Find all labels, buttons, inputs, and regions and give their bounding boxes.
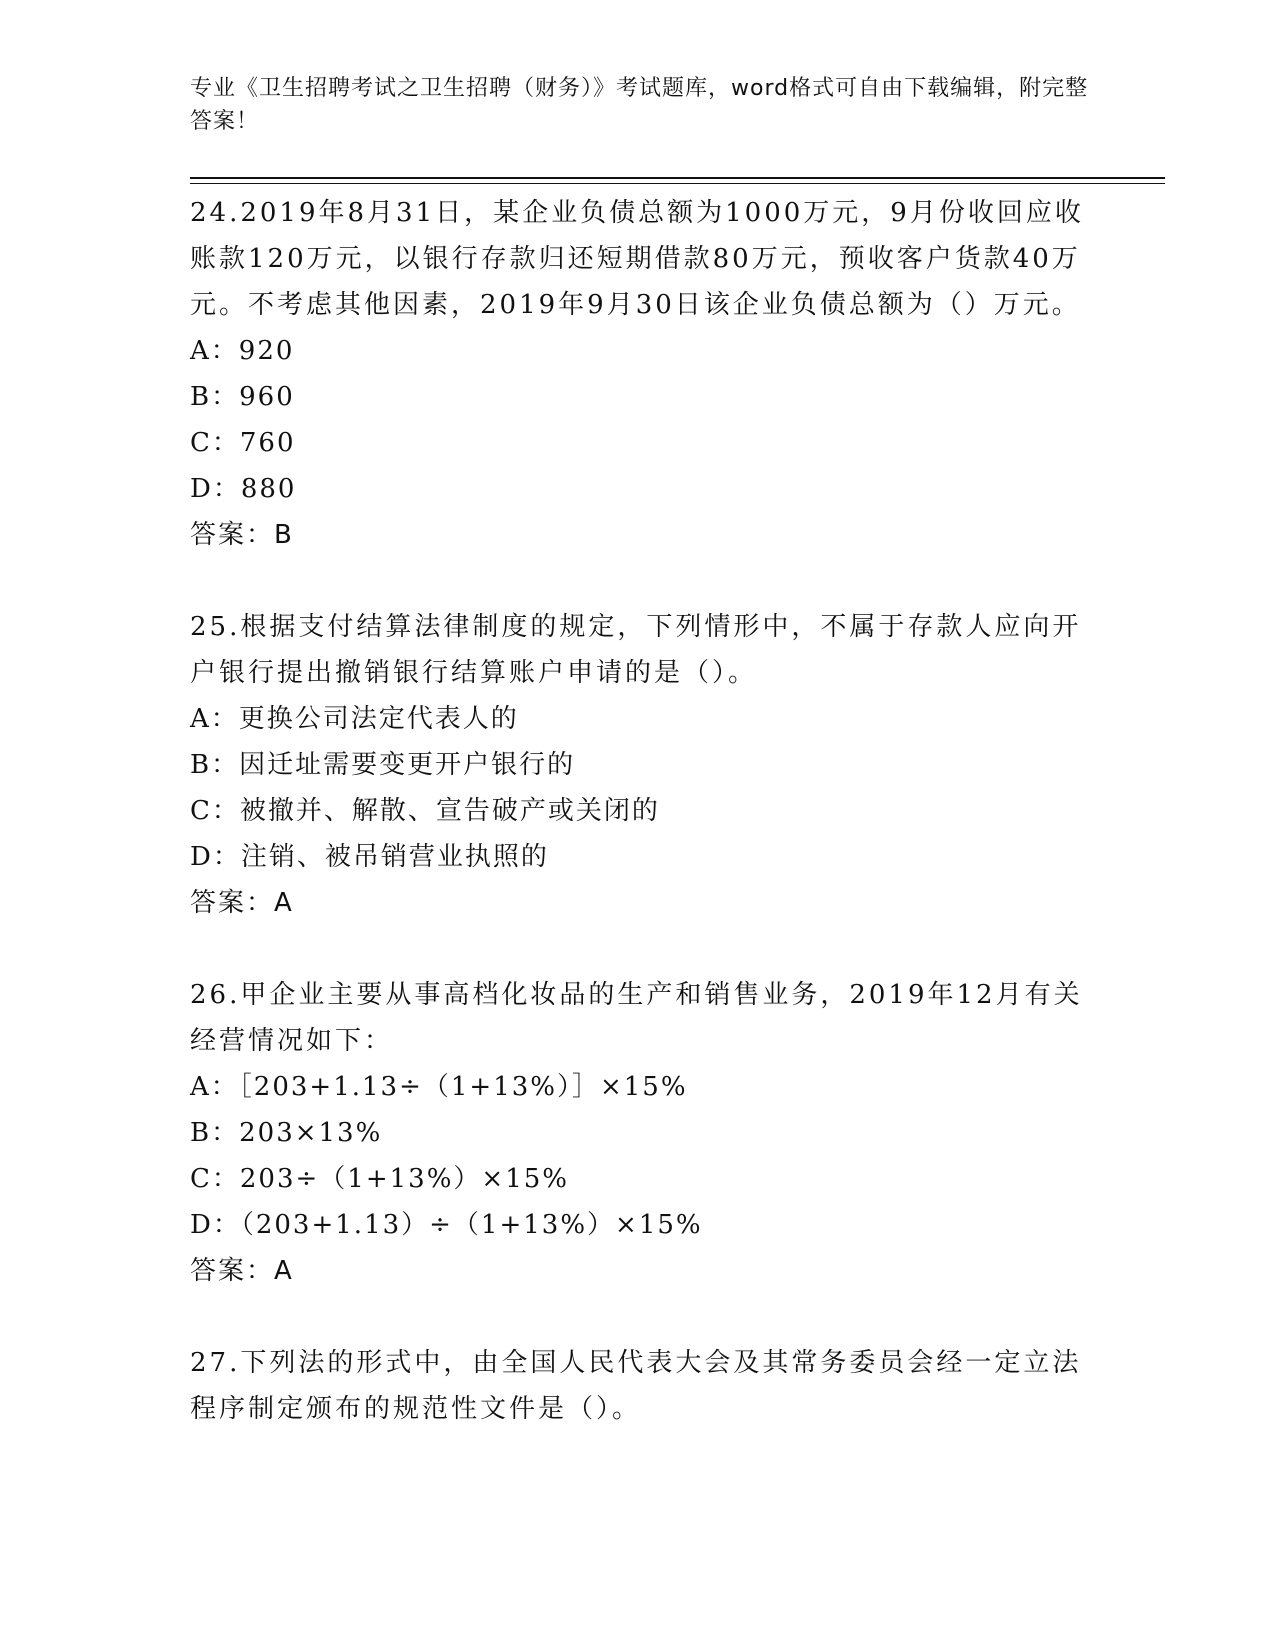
option-a: A：更换公司法定代表人的: [190, 704, 519, 734]
question-list: [190, 190, 1090, 1432]
question-stem: 26.甲企业主要从事高档化妆品的生产和销售业务，2019年12月有关经营情况如下：: [190, 980, 1083, 1056]
header-divider-thin: [190, 183, 1165, 184]
option-c: C：760: [190, 428, 296, 458]
question-27: [190, 1340, 1090, 1432]
answer-text: 答案：A: [190, 1256, 294, 1286]
question-stem: 25.根据支付结算法律制度的规定，下列情形中，不属于存款人应向开户银行提出撤销银行结算账户申请的是（）。: [190, 612, 1082, 688]
option-c: C：被撤并、解散、宣告破产或关闭的: [190, 796, 660, 826]
option-c: C：203÷（1+13%）×15%: [190, 1164, 569, 1194]
question-25: [190, 604, 1090, 926]
option-a: A：［203+1.13÷（1+13%）］×15%: [190, 1072, 688, 1102]
option-b: B：203×13%: [190, 1118, 383, 1148]
answer-text: 答案：B: [190, 520, 294, 550]
option-b: B：因迁址需要变更开户银行的: [190, 750, 576, 780]
option-a: A：920: [190, 336, 295, 366]
question-24: [190, 190, 1090, 558]
answer-text: 答案：A: [190, 888, 294, 918]
question-26: [190, 972, 1090, 1294]
header-divider-thick: [190, 177, 1165, 179]
question-spacer: [190, 1294, 1090, 1340]
question-spacer: [190, 558, 1090, 604]
question-stem: 24.2019年8月31日，某企业负债总额为1000万元，9月份收回应收账款120万元，以银行存款归还短期借款80万元，预收客户货款40万元。不考虑其他因素，2019年9月30日该企业负债总额为（）万元。: [190, 198, 1084, 320]
document-header: 专业《卫生招聘考试之卫生招聘（财务）》考试题库，word格式可自由下载编辑，附完整答案！: [190, 76, 1089, 134]
option-d: D：注销、被吊销营业执照的: [190, 842, 549, 872]
question-spacer: [190, 926, 1090, 972]
option-b: B：960: [190, 382, 295, 412]
option-d: D：（203+1.13）÷（1+13%）×15%: [190, 1210, 703, 1240]
option-d: D：880: [190, 474, 297, 504]
question-stem: 27.下列法的形式中，由全国人民代表大会及其常务委员会经一定立法程序制定颁布的规范性文件是（）。: [190, 1348, 1082, 1424]
